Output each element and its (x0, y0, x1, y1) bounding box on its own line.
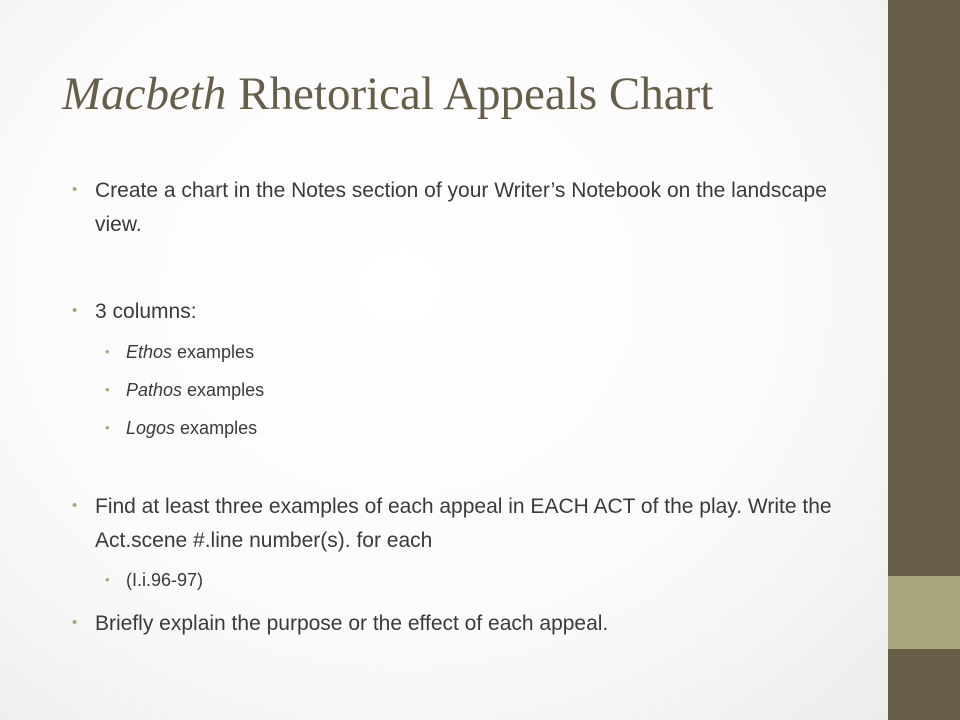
subbullet-pathos (105, 377, 826, 403)
subbullet-ethos (105, 339, 826, 365)
appeal-suffix: examples (175, 418, 258, 438)
bullet-create-chart (72, 174, 835, 242)
bullet-text: 3 columns: (95, 300, 197, 323)
appeal-name: Ethos (126, 342, 173, 362)
sidebar-decoration-bottom (888, 649, 960, 720)
sidebar-decoration-top (888, 0, 960, 576)
appeal-suffix: examples (182, 380, 265, 400)
appeal-name: Logos (126, 418, 176, 438)
title-rest: Rhetorical Appeals Chart (226, 68, 714, 120)
bullet-text: Briefly explain the purpose or the effect of each appeal. (95, 612, 609, 635)
appeal-name: Pathos (126, 380, 183, 400)
bullet-dot-icon: • (105, 344, 110, 359)
bullet-find-examples (72, 490, 835, 558)
bullet-dot-icon: • (105, 420, 110, 435)
appeal-suffix: examples (172, 342, 255, 362)
bullet-dot-icon: • (105, 382, 110, 397)
bullet-text: Create a chart in the Notes section of your Writer’s Notebook on the landscape view. (95, 179, 827, 236)
bullet-text: Find at least three examples of each appeal in EACH ACT of the play. Write the Act.scene #.line number(s). for each (95, 495, 832, 552)
subbullet-logos (105, 415, 826, 441)
bullet-dot-icon: • (72, 614, 78, 631)
bullet-columns (72, 295, 835, 329)
bullet-text: (I.i.96-97) (126, 570, 204, 590)
bullet-dot-icon: • (72, 181, 78, 198)
bullet-dot-icon: • (105, 572, 110, 587)
slide-title (62, 64, 713, 124)
bullet-dot-icon: • (72, 497, 78, 514)
bullet-explain (72, 607, 835, 641)
subbullet-line-example (105, 567, 826, 593)
title-italic-word: Macbeth (62, 68, 227, 120)
bullet-dot-icon: • (72, 302, 78, 319)
sidebar-decoration-accent (888, 576, 960, 649)
